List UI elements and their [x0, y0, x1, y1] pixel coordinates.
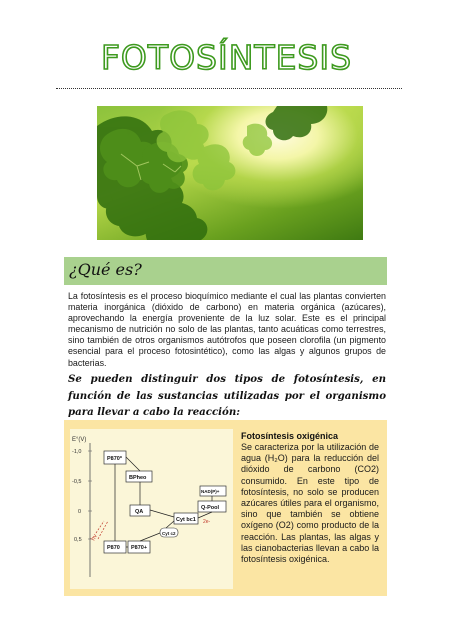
p870-plus-label: P870+: [131, 545, 148, 551]
hero-image: [97, 106, 363, 240]
axis-label: E°(V): [72, 437, 87, 443]
section-title: ¿Qué es?: [69, 260, 142, 279]
electron-label: 2e-: [203, 519, 211, 525]
photosynthesis-energy-diagram: [70, 429, 233, 589]
light-label: hν: [90, 533, 99, 542]
p870-label: P870: [107, 545, 120, 551]
p870-excited-label: P870*: [107, 456, 122, 462]
tick-label: 0: [78, 509, 82, 515]
green-leaves-sunlight-icon: [97, 106, 363, 240]
bpheo-label: BPheo: [129, 475, 147, 481]
q-pool-label: Q-Pool: [201, 505, 220, 511]
cyt-c2-label: Cyt c2: [162, 531, 176, 536]
tick-label: 0,5: [74, 537, 82, 543]
qa-label: QA: [135, 509, 144, 515]
tick-label: -1,0: [72, 449, 82, 455]
section-header-bar: [64, 257, 387, 285]
oxygenic-paragraph: Se caracteriza por la utilización de agua (H₂O) para la reducción del dióxido de carbono (CO2) consumido. En este tipo de fotosíntesis, no solo se producen azúcares útiles para el organismo, sino que también se obtiene oxígeno (O2) como producto de la reacción. Las plantas, las algas y las cianobacterias llevan a cabo la fotosíntesis oxigénica.: [241, 442, 379, 565]
types-heading: Se pueden distinguir dos tipos de fotosíntesis, en función de las sustancias utilizadas por el organismo para llevar a cabo la reacción:: [68, 373, 386, 418]
title-divider: [56, 88, 402, 89]
intro-paragraph: La fotosíntesis es el proceso bioquímico mediante el cual las plantas convierten materia inorgánica (dióxido de carbono) en materia orgánica (azúcares), aprovechando la energía proveniente de la luz solar. Este es el principal mecanismo de nutrición no solo de las plantas, tanto acuáticas como terrestres, sino también de otros organismos autótrofos que poseen clorofila (un pigmento esencial para el proceso fotosintético), como las algas y algunos grupos de bacterias.: [68, 291, 386, 368]
tick-label: -0,5: [72, 479, 82, 485]
nadp-label: NAD(P)+: [201, 489, 220, 494]
oxygenic-title: Fotosíntesis oxigénica: [241, 431, 339, 441]
page-title: FOTOSÍNTESIS: [100, 38, 353, 77]
cyt-bc1-label: Cyt bc1: [176, 517, 196, 523]
